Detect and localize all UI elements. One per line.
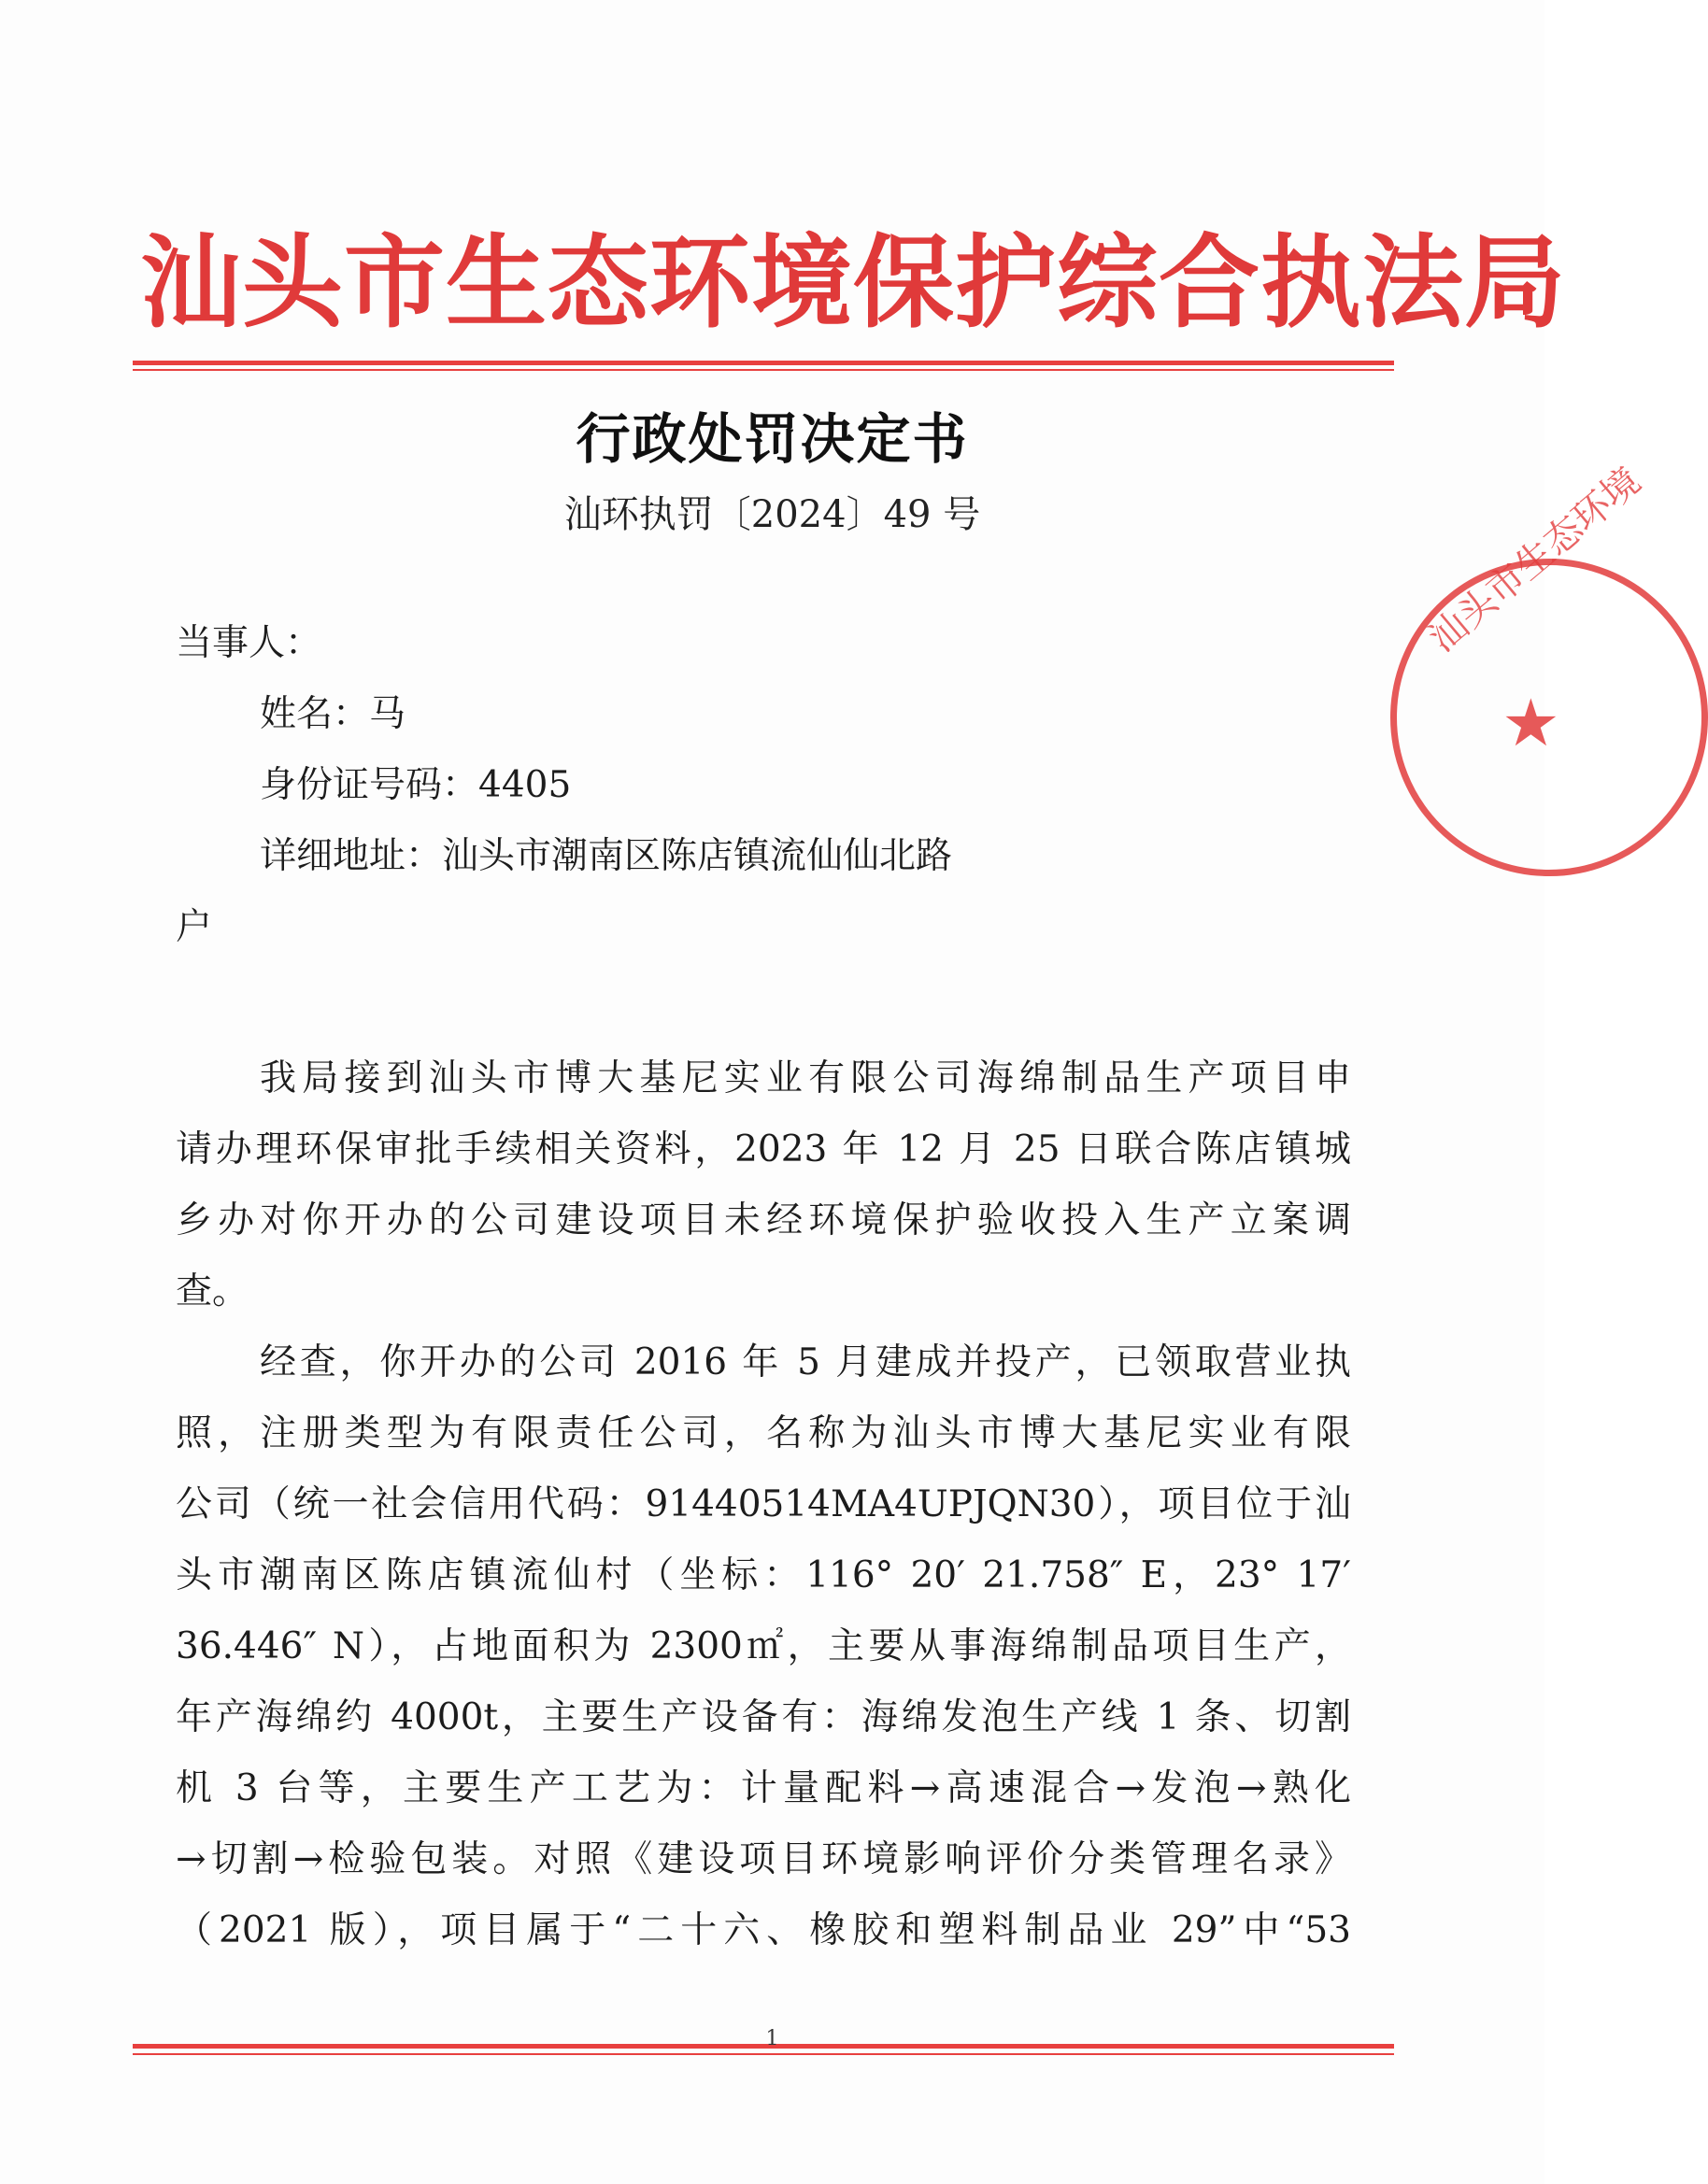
paragraph-1-line-2: 请办理环保审批手续相关资料，2023 年 12 月 25 日联合陈店镇城 xyxy=(176,1128,1351,1170)
paragraph-2-line-6: 年产海绵约 4000t，主要生产设备有：海绵发泡生产线 1 条、切割 xyxy=(176,1696,1351,1738)
document-number: 汕环执罚〔2024〕49 号 xyxy=(563,493,981,536)
paragraph-2-line-7: 机 3 台等，主要生产工艺为：计量配料→高速混合→发泡→熟化 xyxy=(176,1767,1351,1809)
party-label: 当事人： xyxy=(176,622,322,664)
header-rule-thin xyxy=(133,369,1394,371)
paragraph-1-line-4: 查。 xyxy=(176,1270,249,1312)
paragraph-2-line-2: 照，注册类型为有限责任公司，名称为汕头市博大基尼实业有限 xyxy=(176,1412,1351,1454)
paragraph-2-line-1: 经查，你开办的公司 2016 年 5 月建成并投产，已领取营业执 xyxy=(260,1341,1351,1383)
paragraph-1-line-3: 乡办对你开办的公司建设项目未经环境保护验收投入生产立案调 xyxy=(176,1199,1351,1241)
paragraph-1-line-1: 我局接到汕头市博大基尼实业有限公司海绵制品生产项目申 xyxy=(260,1057,1351,1099)
seal-star-icon: ★ xyxy=(1502,685,1560,761)
document-title: 行政处罚决定书 xyxy=(576,407,969,471)
official-seal xyxy=(1390,459,1708,876)
paragraph-2-line-8: →切割→检验包装。对照《建设项目环境影响评价分类管理名录》 xyxy=(176,1838,1351,1880)
seal-text: 汕头市生态环境 xyxy=(1420,459,1649,661)
party-name: 姓名：马 xyxy=(260,693,406,735)
paragraph-2-line-3: 公司（统一社会信用代码：91440514MA4UPJQN30），项目位于汕 xyxy=(176,1483,1351,1525)
party-address-continued: 户 xyxy=(176,906,213,948)
footer-rule-thin xyxy=(133,2053,1394,2055)
party-address: 详细地址：汕头市潮南区陈店镇流仙仙北路 xyxy=(260,835,953,877)
paragraph-2-line-5: 36.446″ N），占地面积为 2300㎡，主要从事海绵制品项目生产， xyxy=(176,1625,1351,1667)
agency-header: 汕头市生态环境保护综合执法局 xyxy=(140,224,1567,342)
page-number: 1 xyxy=(765,2027,779,2050)
header-rule-thick xyxy=(133,361,1394,365)
party-id-number: 身份证号码：4405 xyxy=(260,764,572,806)
paragraph-2-line-4: 头市潮南区陈店镇流仙村（坐标：116° 20′ 21.758″ E，23° 17′ xyxy=(176,1554,1351,1596)
paragraph-2-line-9: （2021 版），项目属于“二十六、橡胶和塑料制品业 29”中“53 xyxy=(176,1909,1351,1951)
